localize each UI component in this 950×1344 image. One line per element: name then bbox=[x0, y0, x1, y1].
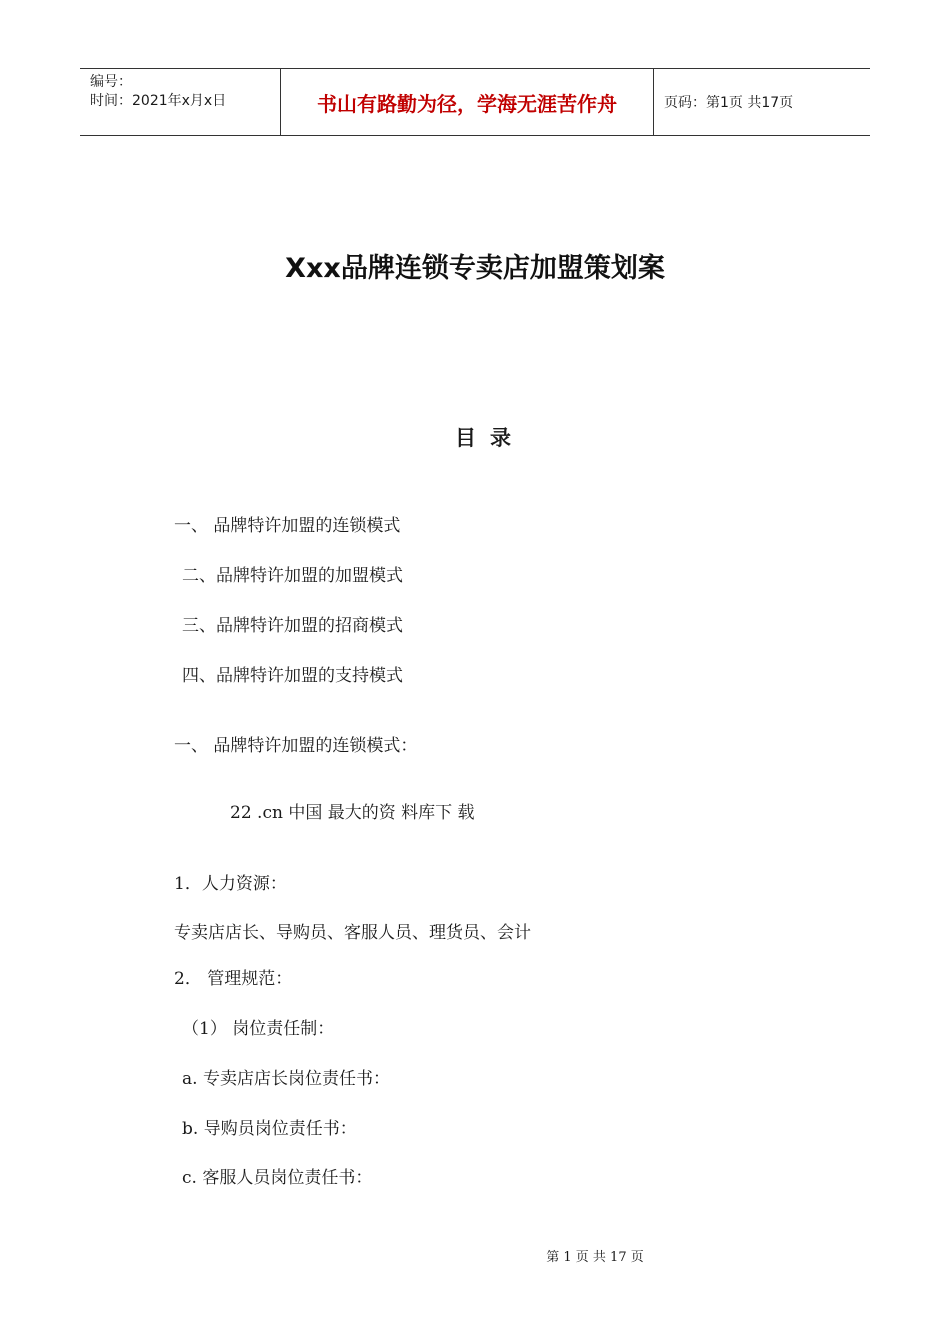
toc-item-4: 四、品牌特许加盟的支持模式 bbox=[182, 666, 403, 686]
item-1-heading: 1．人力资源： bbox=[174, 874, 287, 894]
sub-item-b: b. 导购员岗位责任书： bbox=[182, 1119, 357, 1139]
sub-item-c: c. 客服人员岗位责任书： bbox=[182, 1168, 373, 1188]
time-label: 时间：2021年x月x日 bbox=[90, 93, 227, 109]
header-motto: 书山有路勤为径，学海无涯苦作舟 bbox=[281, 69, 654, 135]
header-meta bbox=[80, 69, 281, 135]
serial-label: 编号： bbox=[90, 74, 132, 90]
sub-item-a: a. 专卖店店长岗位责任书： bbox=[182, 1069, 390, 1089]
document-title: Xxx品牌连锁专卖店加盟策划案 bbox=[285, 253, 665, 284]
section1-heading: 一、 品牌特许加盟的连锁模式： bbox=[174, 736, 418, 756]
item-2-sub: （1） 岗位责任制： bbox=[182, 1019, 335, 1039]
toc-heading: 目录 bbox=[455, 426, 525, 450]
toc-item-2: 二、品牌特许加盟的加盟模式 bbox=[182, 566, 403, 586]
page-header bbox=[80, 68, 870, 136]
watermark-line: 22 .cn 中国 最大的资 料库下 载 bbox=[230, 803, 475, 823]
toc-item-3: 三、品牌特许加盟的招商模式 bbox=[182, 616, 403, 636]
toc-item-1: 一、 品牌特许加盟的连锁模式 bbox=[174, 516, 401, 536]
item-2-heading: 2． 管理规范： bbox=[174, 969, 293, 989]
page-footer: 第 1 页 共 17 页 bbox=[546, 1250, 644, 1265]
item-1-text: 专卖店店长、导购员、客服人员、理货员、会计 bbox=[174, 923, 531, 943]
header-page-info: 页码：第1页 共17页 bbox=[664, 95, 794, 111]
